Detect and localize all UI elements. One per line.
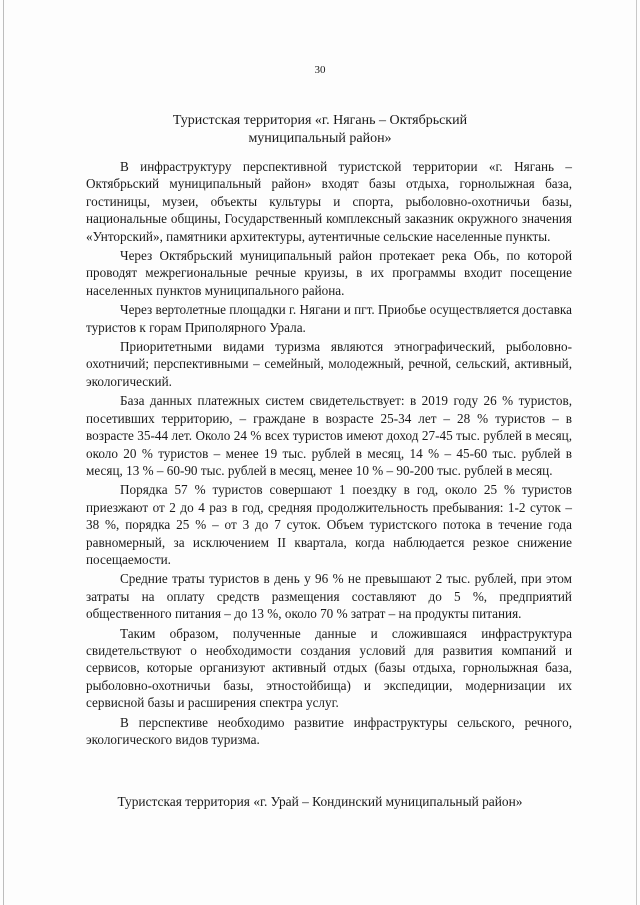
- section-heading: [150, 112, 490, 148]
- scan-edge-left: [3, 0, 4, 905]
- paragraph-ob-river: Через Октябрьский муниципальный район протекает река Обь, по которой проводят межрегиональные речные круизы, в их программы входит посещение населенных пунктов муниципального района.: [86, 248, 572, 298]
- scan-edge-right: [636, 0, 637, 905]
- paragraph-payment-data: База данных платежных систем свидетельствует: в 2019 году 26 % туристов, посетивших территорию, – граждане в возрасте 25-34 лет – 28 % туристов – в возрасте 35-44 лет. Около 24 % всех туристов имеют доход 27-45 тыс. рублей в месяц, около 20 % туристов – менее 19 тыс. рублей в месяц, 14 % – 45-60 тыс. рублей в месяц, 13 % – 60-90 тыс. рублей в месяц, менее 10 % – 90-200 тыс. рублей в месяц.: [86, 393, 572, 478]
- page-number: 30: [314, 64, 326, 76]
- paragraph-spending: Средние траты туристов в день у 96 % не превышают 2 тыс. рублей, при этом затраты на оплату средств размещения составляют до 5 %, предприятий общественного питания – до 13 %, около 70 % затрат – на продукты питания.: [86, 571, 572, 622]
- next-section-heading: Туристская территория «г. Урай – Кондинский муниципальный район»: [117, 794, 523, 809]
- section-heading-line-2: муниципальный район»: [248, 131, 392, 146]
- paragraph-infrastructure: В инфраструктуру перспективной туристской территории «г. Нягань – Октябрьский муниципальный район» входят базы отдыха, горнолыжная база, гостиницы, музеи, объекты культуры и спорта, рыболовно-охотничьи базы, национальные общины, Государственный комплексный заказник окружного значения «Унторский», памятники архитектуры, аутентичные сельские населенные пункты.: [86, 159, 572, 244]
- paragraph-trip-frequency: Порядка 57 % туристов совершают 1 поездку в год, около 25 % туристов приезжают от 2 до 4 раз в год, средняя продолжительность пребывания: 1-2 суток – 38 %, порядка 25 % – от 3 до 7 суток. Объем туристского потока в течение года равномерный, за исключением II квартала, когда наблюдается резкое снижение посещаемости.: [86, 482, 572, 567]
- paragraph-helipads: Через вертолетные площадки г. Нягани и пгт. Приобье осуществляется доставка туристов к горам Приполярного Урала.: [86, 302, 572, 335]
- paragraph-conclusion: Таким образом, полученные данные и сложившаяся инфраструктура свидетельствуют о необходимости создания условий для развития компаний и сервисов, которые организуют активный отдых (базы отдыха, горнолыжная база, рыболовно-охотничьи базы, этностойбища) и экспедиции, модернизации их сервисной базы и расширения спектра услуг.: [86, 625, 572, 711]
- paragraph-outlook: В перспективе необходимо развитие инфраструктуры сельского, речного, экологического видов туризма.: [86, 714, 572, 747]
- section-heading-line-1: Туристская территория «г. Нягань – Октябрьский: [172, 113, 468, 128]
- body-text: [86, 158, 572, 750]
- paragraph-tourism-types: Приоритетными видами туризма являются этнографический, рыболовно-охотничий; перспективными – семейный, молодежный, речной, сельский, активный, экологический.: [86, 339, 572, 389]
